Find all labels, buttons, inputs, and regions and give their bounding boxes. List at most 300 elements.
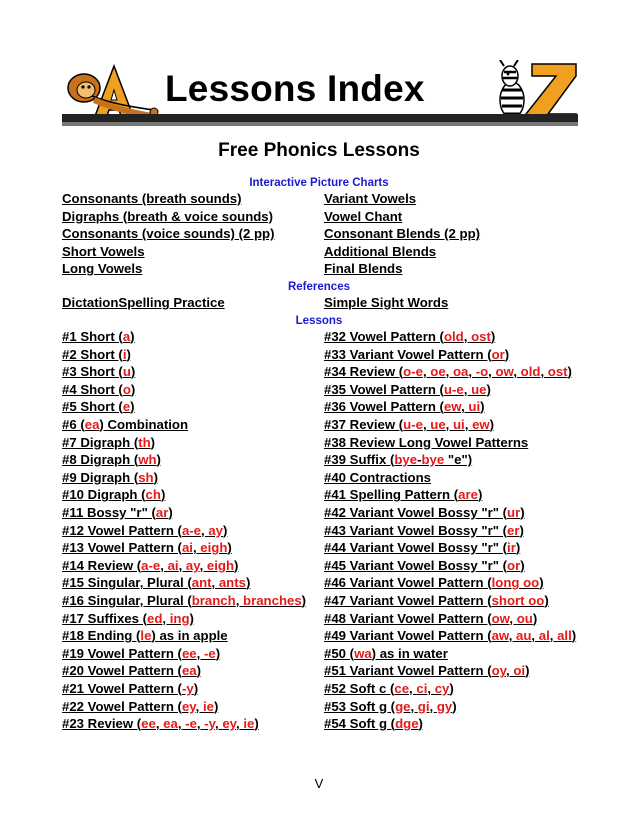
- lesson-text: ): [150, 434, 156, 450]
- highlighted-pattern: old: [443, 329, 464, 344]
- reference-link[interactable]: [62, 295, 225, 311]
- chart-link[interactable]: [324, 261, 402, 277]
- lesson-text: ,: [196, 645, 204, 661]
- lesson-link[interactable]: [62, 347, 131, 363]
- lesson-link[interactable]: [62, 716, 259, 732]
- highlighted-pattern: ew: [472, 417, 490, 432]
- lesson-link[interactable]: [324, 382, 491, 398]
- lesson-text: ): [215, 645, 221, 661]
- highlighted-pattern: gi: [417, 698, 430, 714]
- highlighted-pattern: -y: [181, 681, 194, 696]
- lesson-link[interactable]: [62, 558, 238, 574]
- lesson-text: ,: [422, 364, 431, 380]
- highlighted-pattern: a-e: [141, 557, 161, 573]
- lesson-link[interactable]: [62, 575, 250, 591]
- lesson-text: #37 Review (: [324, 417, 404, 432]
- lesson-link[interactable]: [62, 593, 306, 609]
- highlighted-pattern: ou: [516, 610, 533, 626]
- lesson-text: ): [245, 575, 251, 591]
- lesson-link-text[interactable]: [324, 452, 472, 467]
- lesson-link[interactable]: [324, 364, 572, 380]
- lesson-link-text[interactable]: [324, 716, 423, 731]
- lesson-text: ): [486, 381, 491, 397]
- highlighted-pattern: i: [122, 346, 127, 362]
- highlighted-pattern: ie: [202, 698, 214, 714]
- left-column: [62, 0, 318, 826]
- lesson-text: ): [223, 522, 228, 538]
- lesson-text: ): [449, 681, 454, 696]
- lesson-text: #44 Variant Vowel Bossy "r" (: [324, 540, 508, 556]
- reference-link[interactable]: [324, 295, 448, 311]
- lesson-text: ): [567, 364, 572, 380]
- right-column: [324, 0, 614, 826]
- highlighted-pattern: ai: [167, 557, 179, 573]
- lesson-text: ,: [196, 716, 205, 732]
- lesson-link-text[interactable]: [62, 399, 135, 414]
- lesson-text: #36 Vowel Pattern (: [324, 399, 444, 415]
- lesson-link-text[interactable]: [62, 364, 135, 379]
- chart-link-text[interactable]: Short Vowels: [62, 243, 145, 259]
- lesson-link-text[interactable]: [324, 558, 525, 573]
- lesson-text: #18 Ending (: [62, 628, 141, 644]
- highlighted-pattern: wa: [354, 645, 372, 661]
- lesson-link[interactable]: [324, 593, 549, 609]
- chart-link[interactable]: [324, 244, 436, 260]
- lesson-text: #10 Digraph (: [62, 487, 146, 503]
- lesson-text: ,: [506, 663, 514, 679]
- highlighted-pattern: ants: [218, 575, 246, 591]
- lesson-text: ,: [427, 681, 435, 696]
- highlighted-pattern: ue: [430, 417, 446, 432]
- lesson-link-text[interactable]: [324, 435, 528, 450]
- chart-link[interactable]: [324, 226, 480, 242]
- lesson-text: ): [480, 399, 485, 415]
- lesson-link-text[interactable]: [324, 382, 491, 397]
- highlighted-pattern: ui: [453, 417, 465, 432]
- lesson-text: ,: [155, 716, 164, 732]
- lesson-link-text[interactable]: [324, 646, 448, 661]
- highlighted-pattern: ea: [163, 716, 178, 732]
- lesson-text: #38 Review Long Vowel Patterns: [324, 434, 529, 450]
- lesson-text: ): [539, 575, 544, 591]
- lesson-link[interactable]: [324, 470, 431, 486]
- lesson-link-text[interactable]: [62, 681, 198, 696]
- lesson-text: #54 Soft g (: [324, 716, 396, 732]
- lesson-text: ,: [488, 364, 496, 380]
- lesson-link[interactable]: [62, 452, 161, 468]
- lesson-link-text[interactable]: [324, 523, 524, 538]
- highlighted-pattern: al: [538, 628, 550, 644]
- lesson-text: #40 Contractions: [324, 469, 431, 485]
- lesson-link[interactable]: [324, 628, 576, 644]
- lesson-link-text[interactable]: [324, 487, 482, 502]
- lesson-link-text[interactable]: [62, 417, 188, 432]
- lesson-text: ): [130, 364, 136, 380]
- lesson-link-text[interactable]: [62, 382, 135, 397]
- lesson-link-text[interactable]: [324, 364, 572, 379]
- lesson-text: ,: [201, 522, 209, 538]
- lesson-text: ,: [409, 681, 417, 696]
- lesson-text: ): [126, 346, 131, 362]
- highlighted-pattern: -e: [203, 645, 216, 661]
- lesson-link-text[interactable]: [62, 452, 161, 467]
- highlighted-pattern: ui: [468, 399, 481, 415]
- lesson-text: #13 Vowel Pattern (: [62, 540, 182, 556]
- highlighted-pattern: u: [122, 364, 131, 380]
- highlighted-pattern: ant: [191, 575, 212, 591]
- lesson-text: #52 Soft c (: [324, 681, 395, 696]
- lesson-link-text[interactable]: [62, 523, 227, 538]
- highlighted-pattern: ay: [208, 522, 224, 538]
- lesson-link-text[interactable]: [62, 470, 158, 485]
- highlighted-pattern: u-e: [443, 381, 464, 397]
- lesson-text: ,: [199, 557, 207, 573]
- highlighted-pattern: ar: [155, 505, 169, 520]
- lesson-text: ): [156, 452, 161, 468]
- lesson-text: #33 Variant Vowel Pattern (: [324, 346, 492, 362]
- lesson-link-text[interactable]: [62, 347, 131, 362]
- lesson-text: ,: [178, 557, 186, 573]
- highlighted-pattern: or: [507, 557, 521, 573]
- chart-link-text[interactable]: Variant Vowels: [324, 191, 417, 206]
- lesson-text: #42 Variant Vowel Bossy "r" (: [324, 505, 508, 520]
- lesson-link-text[interactable]: [324, 329, 495, 344]
- lesson-text: ): [168, 505, 173, 520]
- lesson-text: ,: [162, 610, 170, 626]
- lesson-link-text[interactable]: [324, 347, 509, 362]
- lesson-text: ): [520, 505, 525, 520]
- chart-link[interactable]: [324, 209, 402, 225]
- highlighted-pattern: ost: [547, 364, 568, 380]
- lesson-text: ,: [540, 364, 548, 380]
- highlighted-pattern: branch: [191, 593, 236, 608]
- lesson-text: ,: [461, 399, 469, 415]
- lesson-link-text[interactable]: [62, 540, 232, 555]
- lesson-link[interactable]: [62, 435, 155, 451]
- lesson-link-text[interactable]: [324, 399, 485, 414]
- lesson-link[interactable]: [324, 487, 482, 503]
- lesson-text: #51 Variant Vowel Pattern (: [324, 663, 492, 679]
- lesson-text: ): [525, 663, 530, 679]
- lesson-link-text[interactable]: [62, 699, 218, 714]
- lesson-link-text[interactable]: [62, 646, 220, 661]
- chart-link-text[interactable]: Consonant Blends (2 pp): [324, 226, 481, 242]
- highlighted-pattern: ir: [507, 540, 516, 556]
- chart-link[interactable]: [62, 226, 274, 242]
- reference-link-text[interactable]: Simple Sight Words: [324, 295, 449, 310]
- lesson-link[interactable]: [62, 399, 135, 415]
- lesson-link-text[interactable]: [62, 329, 135, 344]
- lesson-text: ,: [468, 364, 476, 380]
- lesson-text: #4 Short (: [62, 381, 123, 397]
- lesson-link-text[interactable]: [324, 417, 494, 432]
- lesson-text: #47 Variant Vowel Pattern (: [324, 593, 492, 608]
- chart-link[interactable]: [62, 191, 242, 207]
- lesson-link[interactable]: [324, 558, 525, 574]
- chart-link-text[interactable]: Vowel Chant: [324, 208, 403, 224]
- chart-link-text[interactable]: Long Vowels: [62, 261, 143, 277]
- lesson-link-text[interactable]: [62, 716, 259, 731]
- lesson-text: "e"): [444, 452, 473, 468]
- lesson-text: #32 Vowel Pattern (: [324, 329, 444, 344]
- lesson-link-text[interactable]: [62, 628, 228, 643]
- highlighted-pattern: ie: [243, 716, 255, 732]
- highlighted-pattern: oa: [453, 364, 469, 380]
- lesson-text: ): [160, 487, 166, 503]
- highlighted-pattern: bye: [394, 452, 418, 468]
- highlighted-pattern: ea: [181, 663, 197, 679]
- chart-link-text[interactable]: Final Blends: [324, 261, 403, 277]
- chart-link-text[interactable]: Consonants (voice sounds) (2 pp): [62, 226, 275, 242]
- lesson-text: ): [515, 540, 521, 556]
- lesson-link[interactable]: [324, 681, 454, 697]
- highlighted-pattern: ost: [471, 329, 491, 344]
- lesson-text: ,: [236, 716, 244, 732]
- lesson-link[interactable]: [62, 487, 165, 503]
- lesson-text: #6 (: [62, 417, 85, 432]
- lesson-link[interactable]: [62, 505, 173, 521]
- lesson-text: #17 Suffixes (: [62, 610, 148, 626]
- highlighted-pattern: -o: [475, 364, 489, 380]
- lesson-link-text[interactable]: [324, 699, 457, 714]
- highlighted-pattern: a-e: [181, 522, 202, 538]
- lesson-link[interactable]: [324, 575, 544, 591]
- highlighted-pattern: wh: [138, 452, 157, 468]
- lesson-text: ): [490, 329, 496, 344]
- lesson-link-text[interactable]: [62, 487, 165, 502]
- highlighted-pattern: branches: [243, 593, 302, 608]
- highlighted-pattern: eigh: [206, 557, 235, 573]
- lesson-text: ): [130, 399, 135, 415]
- lesson-link[interactable]: [62, 646, 220, 662]
- lesson-text: #39 Suffix (: [324, 452, 395, 468]
- lesson-link[interactable]: [62, 611, 194, 627]
- highlighted-pattern: u-e: [403, 417, 423, 432]
- lesson-link[interactable]: [324, 347, 509, 363]
- lesson-text: ,: [513, 364, 521, 380]
- lesson-text: ,: [214, 716, 223, 732]
- lesson-link[interactable]: [324, 663, 529, 679]
- reference-link-text[interactable]: DictationSpelling Practice: [62, 295, 225, 310]
- lesson-text: ) as in water: [371, 645, 448, 661]
- lesson-link[interactable]: [62, 470, 158, 486]
- lesson-text: ,: [464, 417, 473, 432]
- lesson-link[interactable]: [324, 716, 423, 732]
- lesson-text: #23 Review (: [62, 716, 142, 732]
- lesson-text: ): [301, 593, 307, 608]
- lesson-link[interactable]: [324, 646, 448, 662]
- lesson-text: #45 Variant Vowel Bossy "r" (: [324, 557, 508, 573]
- highlighted-pattern: eigh: [200, 540, 228, 556]
- highlighted-pattern: long oo: [491, 575, 540, 591]
- highlighted-pattern: -e: [185, 716, 197, 732]
- section-charts: Interactive Picture Charts: [249, 177, 389, 189]
- chart-link[interactable]: [62, 261, 142, 277]
- lesson-link-text[interactable]: [62, 611, 194, 626]
- chart-link[interactable]: [324, 191, 416, 207]
- lesson-link[interactable]: [324, 399, 485, 415]
- highlighted-pattern: oy: [491, 663, 507, 679]
- lesson-link-text[interactable]: [324, 505, 525, 520]
- lesson-text: ,: [463, 381, 472, 397]
- highlighted-pattern: old: [520, 364, 541, 380]
- chart-link[interactable]: [62, 209, 273, 225]
- lesson-text: #7 Digraph (: [62, 434, 139, 450]
- highlighted-pattern: ch: [145, 487, 161, 503]
- lesson-text: ,: [508, 628, 517, 644]
- lesson-text: #49 Variant Vowel Pattern (: [324, 628, 492, 644]
- lesson-link-text[interactable]: [324, 540, 520, 555]
- lesson-text: ,: [429, 698, 437, 714]
- lesson-text: #50 (: [324, 645, 355, 661]
- highlighted-pattern: oi: [513, 663, 526, 679]
- lesson-link[interactable]: [324, 523, 524, 539]
- lesson-link-text[interactable]: [62, 435, 155, 450]
- lesson-link[interactable]: [62, 681, 198, 697]
- lesson-link[interactable]: [324, 417, 494, 433]
- highlighted-pattern: dge: [395, 716, 419, 732]
- lesson-text: #5 Short (: [62, 399, 123, 415]
- highlighted-pattern: ea: [84, 417, 100, 432]
- lesson-text: ) as in apple: [151, 628, 228, 644]
- lesson-text: ,: [410, 698, 418, 714]
- highlighted-pattern: ge: [395, 698, 411, 714]
- lesson-text: ,: [192, 540, 201, 556]
- lesson-link-text[interactable]: [62, 505, 173, 520]
- lesson-text: ,: [549, 628, 558, 644]
- lesson-text: #14 Review (: [62, 557, 142, 573]
- chart-link[interactable]: [62, 244, 145, 260]
- lesson-text: #9 Digraph (: [62, 469, 139, 485]
- lesson-link-text[interactable]: [324, 681, 454, 696]
- lesson-text: #16 Singular, Plural (: [62, 593, 192, 608]
- lesson-text: ): [234, 557, 239, 573]
- highlighted-pattern: oe: [430, 364, 446, 380]
- lesson-link[interactable]: [62, 540, 232, 556]
- lesson-text: ,: [531, 628, 539, 644]
- lesson-text: ): [520, 557, 525, 573]
- lesson-text: ): [519, 522, 524, 538]
- lesson-text: ,: [422, 417, 431, 432]
- lesson-text: ): [153, 469, 159, 485]
- lesson-text: ): [254, 716, 259, 732]
- lesson-text: ,: [211, 575, 219, 591]
- highlighted-pattern: or: [491, 346, 505, 362]
- lesson-link[interactable]: [324, 435, 528, 451]
- highlighted-pattern: e: [122, 399, 131, 415]
- lesson-text: ,: [177, 716, 186, 732]
- highlighted-pattern: ci: [416, 681, 428, 696]
- lesson-text: ,: [509, 610, 517, 626]
- lesson-link-text[interactable]: [324, 470, 431, 485]
- lesson-link-text[interactable]: [324, 593, 549, 608]
- lesson-text: #43 Variant Vowel Bossy "r" (: [324, 522, 508, 538]
- lesson-text: ,: [463, 329, 472, 344]
- lesson-text: ) Combination: [99, 417, 189, 432]
- lesson-link[interactable]: [62, 364, 135, 380]
- lesson-link[interactable]: [62, 417, 188, 433]
- highlighted-pattern: le: [140, 628, 152, 644]
- section-lessons: Lessons: [295, 315, 343, 327]
- lesson-link[interactable]: [62, 329, 135, 345]
- highlighted-pattern: ee: [181, 645, 197, 661]
- lesson-text: ): [452, 698, 457, 714]
- lesson-link[interactable]: [62, 523, 227, 539]
- lesson-link-text[interactable]: [324, 611, 537, 626]
- lesson-text: ): [504, 346, 510, 362]
- lesson-link-text[interactable]: [324, 663, 529, 678]
- lesson-text: ): [196, 663, 202, 679]
- highlighted-pattern: ay: [185, 557, 200, 573]
- highlighted-pattern: ur: [507, 505, 521, 520]
- lesson-link-text[interactable]: [62, 575, 250, 590]
- lesson-text: ): [477, 487, 483, 503]
- lesson-link[interactable]: [324, 452, 472, 468]
- highlighted-pattern: bye: [421, 452, 445, 468]
- lesson-link[interactable]: [62, 663, 201, 679]
- lesson-text: #21 Vowel Pattern (: [62, 681, 182, 696]
- lesson-link-text[interactable]: [62, 558, 238, 573]
- page-number: V: [314, 776, 324, 791]
- highlighted-pattern: ow: [495, 364, 514, 380]
- highlighted-pattern: sh: [138, 469, 154, 485]
- lesson-text: #3 Short (: [62, 364, 123, 380]
- highlighted-pattern: th: [138, 434, 151, 450]
- highlighted-pattern: ing: [169, 610, 190, 626]
- highlighted-pattern: a: [122, 329, 131, 344]
- lesson-text: #35 Vowel Pattern (: [324, 381, 444, 397]
- lesson-text: #8 Digraph (: [62, 452, 139, 468]
- highlighted-pattern: ew: [443, 399, 462, 415]
- lesson-text: #15 Singular, Plural (: [62, 575, 192, 591]
- lesson-link[interactable]: [324, 505, 525, 521]
- lesson-link[interactable]: [324, 611, 537, 627]
- lesson-link[interactable]: [324, 329, 495, 345]
- lesson-text: ): [130, 381, 136, 397]
- lesson-link[interactable]: [324, 540, 520, 556]
- lesson-text: #34 Review (: [324, 364, 404, 380]
- subtitle: Free Phonics Lessons: [218, 140, 420, 161]
- chart-link-text[interactable]: Digraphs (breath & voice sounds): [62, 208, 274, 224]
- lesson-text: ): [227, 540, 232, 556]
- highlighted-pattern: ue: [471, 381, 487, 397]
- highlighted-pattern: are: [458, 487, 478, 503]
- lesson-link-text[interactable]: [324, 575, 544, 590]
- lesson-link-text[interactable]: [324, 628, 576, 643]
- section-references: References: [287, 281, 350, 293]
- lesson-text: ,: [160, 557, 168, 573]
- lesson-text: ,: [445, 364, 453, 380]
- highlighted-pattern: short oo: [491, 593, 545, 608]
- lesson-text: ): [418, 716, 423, 732]
- lesson-text: #12 Vowel Pattern (: [62, 522, 182, 538]
- lesson-text: ): [532, 610, 538, 626]
- lesson-link-text[interactable]: [62, 593, 306, 608]
- lesson-link[interactable]: [62, 382, 135, 398]
- chart-link-text[interactable]: Additional Blends: [324, 243, 437, 259]
- highlighted-pattern: er: [507, 522, 520, 538]
- lesson-link-text[interactable]: [62, 663, 201, 678]
- lesson-text: #19 Vowel Pattern (: [62, 645, 182, 661]
- highlighted-pattern: o: [122, 381, 131, 397]
- lesson-link[interactable]: [62, 628, 228, 644]
- page-title: Lessons Index: [165, 68, 425, 109]
- lesson-link[interactable]: [324, 699, 457, 715]
- lesson-text: ): [544, 593, 549, 608]
- lesson-text: #46 Variant Vowel Pattern (: [324, 575, 492, 591]
- chart-link-text[interactable]: Consonants (breath sounds): [62, 191, 242, 206]
- lesson-link[interactable]: [62, 699, 218, 715]
